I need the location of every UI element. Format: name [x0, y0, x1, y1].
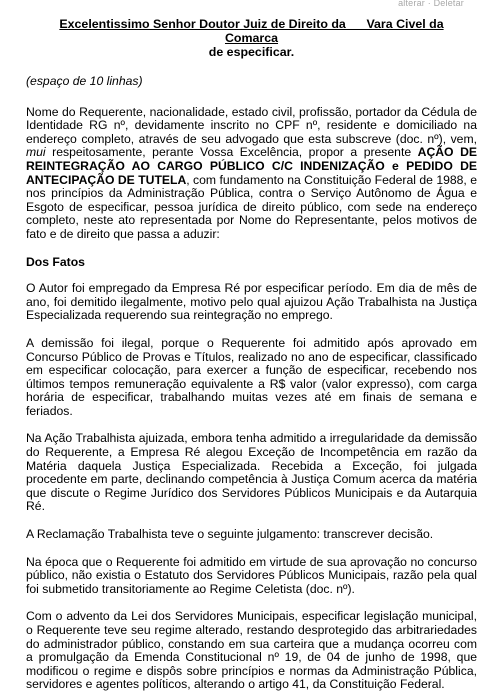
facts-paragraph-5: Na época que o Requerente foi admitido em virtude de sua aprovação no concurso público, não existia o Estatuto dos Servidores Públicos Municipais, razão pela qual foi submetido transitoriamente ao Regime Celetista (doc. nº).: [26, 554, 477, 596]
facts-paragraph-3: Na Ação Trabalhista ajuizada, embora tenha admitido a irregularidade da demissão do Requerente, a Empresa Ré alegou Exceção de Incompetência em razão da Matéria daquela Justiça Especializada. Recebida a Exceção, foi julgada procedente em parte, declinando competência à Justiça Comum acerca da matéria que discute o Regime Jurídico dos Servidores Públicos Municipais e da Autarquia Ré.: [26, 431, 477, 514]
facts-paragraph-6: Com o advento da Lei dos Servidores Municipais, especificar legislação municipal, o Requerente teve seu regime alterado, restando desprotegido das arbitrariedades do administrador público, constando em sua carteira que a mudança ocorreu com a promulgação da Emenda Constitucional nº 19, de 04 de junho de 1998, que modificou o regime e dispôs sobre princípios e normas da Administração Pública, servidores e agentes políticos, alterando o artigo 41, da Constituição Federal.: [26, 609, 477, 692]
intro-text-3: , com fundamento na Constituição Federal de 1988, e nos princípios da Administração Pública, contra o Serviço Autônomo de Água e Esgoto de especificar, pessoa jurídica de direito público, com sede na endereço completo, neste ato representada por Nome do Representante, pelos motivos de fato e de direito que passa a aduzir:: [26, 172, 477, 241]
heading-line-1: Excelentissimo Senhor Doutor Juiz de Direito da __ Vara Civel da Comarca: [59, 17, 444, 45]
section-title: Dos Fatos: [26, 254, 85, 269]
facts-paragraph-4: A Reclamação Trabalhista teve o seguinte julgamento: transcrever decisão.: [26, 527, 434, 542]
document-heading: [26, 17, 477, 59]
spacing-note: (espaço de 10 linhas): [26, 74, 143, 88]
intro-emphasis: mui: [26, 145, 46, 160]
intro-text-1: Nome do Requerente, nacionalidade, estado civil, profissão, portador da Cédula de Identidade RG nº, devidamente inscrito no CPF nº, residente e domiciliado na endereço completo, através de seu advogado que esta subscreve (doc. nº), vem,: [26, 104, 477, 146]
facts-paragraph-2: A demissão foi ilegal, porque o Requerente foi admitido após aprovado em Concurso Público de Provas e Títulos, realizado no ano de especificar, classificado em especificar colocação, para exercer a função de especificar, recebendo nos últimos tempos remuneração equivalente a R$ valor (valor expresso), com carga horária de especificar, trabalhando muitas vezes até em finais de semana e feriados.: [26, 335, 477, 418]
facts-paragraph-1: O Autor foi empregado da Empresa Ré por especificar período. Em dia de mês de ano, foi demitido ilegalmente, motivo pelo qual ajuizou Ação Trabalhista na Justiça Especializada requerendo sua reintegração no emprego.: [26, 281, 477, 323]
intro-text-2: respeitosamente, perante Vossa Excelência, propor a presente: [45, 145, 418, 160]
intro-paragraph: [26, 106, 477, 242]
heading-line-2: de especificar.: [208, 45, 295, 59]
corner-actions-label: alterar · Deletar: [398, 0, 464, 8]
action-title: AÇÃO DE REINTEGRAÇÃO AO CARGO PÚBLICO C/C INDENIZAÇÃO e PEDIDO DE ANTECIPAÇÃO DE TUTELA: [26, 145, 477, 187]
